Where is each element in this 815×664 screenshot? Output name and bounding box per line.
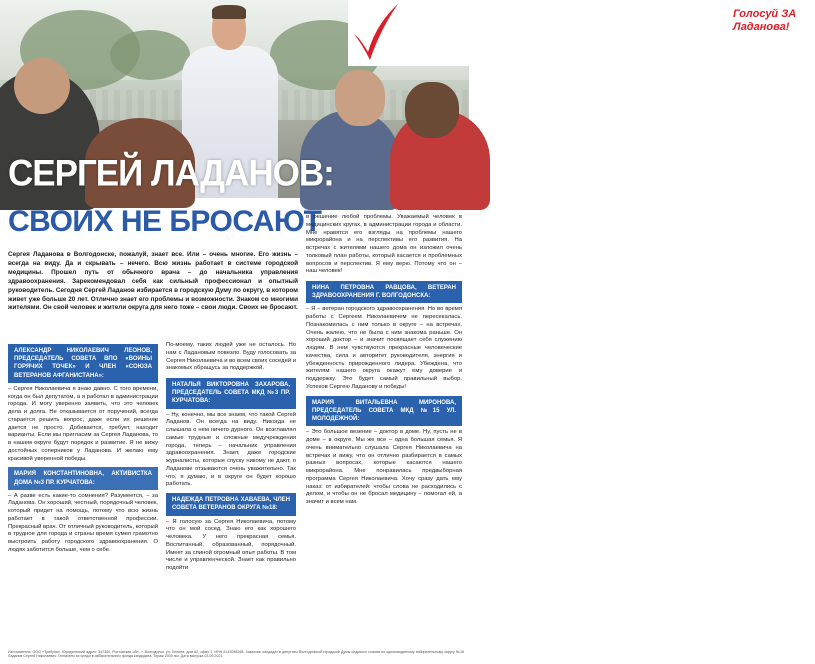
column-1 xyxy=(8,344,158,555)
vote-logo xyxy=(348,0,797,66)
column-2 xyxy=(166,342,296,573)
quote-text: По-моему, таких людей уже не осталось. Но нам с Ладановым повезло. Буду голосовать за Сергея Николаевича и во всем своих соседей и знакомых обращусь за поддержкой. xyxy=(166,342,296,372)
quote-author-box: НАДЕЖДА ПЕТРОВНА ХАВАЕВА, ЧЛЕН СОВЕТА ВЕТЕРАНОВ ОКРУГА №18: xyxy=(166,493,296,515)
quote-text: – Я голосую за Сергея Николаевича, потому что он мой сосед. Знаю его как хорошего человека. У него прекрасная семья. Воспитанный, образованный, порядочный. Имеет за спиной огромный опыт работы. В том числе и управленческой. Знает как правильно подойти xyxy=(166,518,296,572)
quote-author-box: НАТАЛЬЯ ВИКТОРОВНА ЗАХАРОВА, ПРЕДСЕДАТЕЛЬ СОВЕТА МКД №3 ПР. КУРЧАТОВА: xyxy=(166,378,296,409)
headline-slogan: СВОИХ НЕ БРОСАЮТ xyxy=(8,205,322,238)
quote-text: – Это большое везение – доктор в доме. Ну, пусть не в доме – в округе. Мы же все – одна большая семья. Я очень внимательно слушала Сергея Николаевича на встречах и вижу, что он отлично разбирается в самых разных вопросах, которые касаются нашего микрорайона. Мне понравилась предвыборная программа Сергея Николаевича. Хочу сразу дать ему наказ: от избирателей: чтобы слова не расходились с делом, и чтобы он не бросал медицину – помогал ей, а значит и всем нам. xyxy=(306,429,462,506)
quote-text: в решение любой проблемы. Уважаемый человек в медицинских кругах, в администрации города и области. Мне нравятся его взгляды на проблемы нашего микрорайона и на перспективы его развития. На встречах с жителями нашего дома он изложил очень толковый план работы, который касается и проблемных вопросов и перспектив. Я ему верю. Потому что он – наш человек! xyxy=(306,214,462,275)
quote-author-box: АЛЕКСАНДР НИКОЛАЕВИЧ ЛЕОНОВ, ПРЕДСЕДАТЕЛЬ СОВЕТА ВПО «ВОИНЫ ГОРЯЧИХ ТОЧЕК» И ЧЛЕН «СОЮЗА ВЕТЕРАНОВ АФГАНИСТАНА»: xyxy=(8,344,158,383)
quote-text: – Сергея Николаевича я знаю давно. С того времени, когда он был депутатом, а я работал в администрации города. И могу уверенно заявить, что это человек дела и долга. Не отказывается от поручений, всегда старается решить вопрос, даже если их решение дается не просто. Добивается, требует, находит варианты. Если мы пригласим за Сергея Ладанова, то в нашем округе будут порядок и развитие. Я не вижу достойных соперников у Ладанова. И желаю ему красивой уверенной победы. xyxy=(8,385,158,462)
quote-text: – А разве есть какие-то сомнения? Разумеется, – за Ладанова. Он хороший, честный, порядочный человек, который придет на помощь, потому что всю жизнь работает в такой ответственной профессии. Прекрасный врач. От отличный руководитель, который в трудное для города и страны время сумел грамотно выстроить работу городского здравоохранения. О людях заботится больше, чем о себе. xyxy=(8,492,159,553)
quote-text: – Ну, конечно, мы все знаем, что такой Сергей Ладанов. Он всегда на виду. Никогда не слышала о нем ничего дурного. Он возглавлял самые трудные и сложные медучреждения города, теперь – начальник управления здравоохранения. Знает, даже городские журналисты, которые спуску никому не дают, о Ладанове отзываются очень уважительно. Так что, я думаю, и в округе он будет хорошо работать. xyxy=(166,411,296,488)
quote-text: – Я – ветеран городского здравоохранения. Но во время работы с Сергеем Николаевичем не пересекалась. Познакомилась с ним только в округе – на встречах. Очень жалею, что не была с ним знакома раньше. Он хороший доктор – и значит посвящает себя служению людям. В нем чувствуются прекрасные человеческие качества, сила и авторитет руководителя, энергия и убежденность прирожденного лидера. Убеждена, что жителям нашего округа окажут ему доверие и поддержку. Это будет самый правильный выбор. Успехов Сергею Ладанову и победы! xyxy=(306,306,462,390)
slogan-line-2: Ладанова! xyxy=(733,20,790,33)
intro-paragraph: Сергея Ладанова в Волгодонске, пожалуй, знает все. Или – очень многие. Его жизнь – всегда на виду. Да и скрывать – нечего. Всю жизнь работает в системе городской медицины. Прошел путь от обычного врача – до начальника управления здравоохранения. Зарекомендовал себя как сильный профессионал и опытный руководитель. Сегодня Сергей Ладанов избирается в городскую Думу по округу, в котором живет уже больше 20 лет. Отлично знает его проблемы и возможности. Знаком со многими жителями. Он свой человек и жители округа для него тоже – свои люди. Своих не бросают. xyxy=(8,251,298,312)
quote-author-box: МАРИЯ ВИТАЛЬЕВНА МИРОНОВА, ПРЕДСЕДАТЕЛЬ СОВЕТА МКД №15 УЛ. МОЛОДЕЖНОЙ: xyxy=(306,396,462,427)
publisher-imprint: Изготовитель: ООО «Трибуна». Юридический адрес: 347360, Ростовская обл., г. Волгодонск, ул. Ленина, дом 62, офис 1. ИНН 6143058268. Заказчик: кандидат в депутаты Волгодонской городской Думы седьмого созыва по одномандатному избирательному округу №18 Ладанов Сергей Николаевич. Оплачено из средств избирательного фонда кандидата. Тираж 2000 экз. Дата выпуска 03.09.2021. xyxy=(8,650,464,659)
vote-slogan xyxy=(733,8,815,33)
headline-name: СЕРГЕЙ ЛАДАНОВ: xyxy=(8,153,334,194)
quote-author-box: МАРИЯ КОНСТАНТИНОВНА, АКТИВИСТКА ДОМА №3 ПР. КУРЧАТОВА: xyxy=(8,467,158,489)
quote-author-box: НИНА ПЕТРОВНА РАВЦОВА, ВЕТЕРАН ЗДРАВООХРАНЕНИЯ Г. ВОЛГОДОНСКА: xyxy=(306,281,462,303)
column-3 xyxy=(306,214,462,507)
slogan-line-1: Голосуй ЗА xyxy=(733,8,797,20)
checkmark-icon xyxy=(350,2,400,62)
